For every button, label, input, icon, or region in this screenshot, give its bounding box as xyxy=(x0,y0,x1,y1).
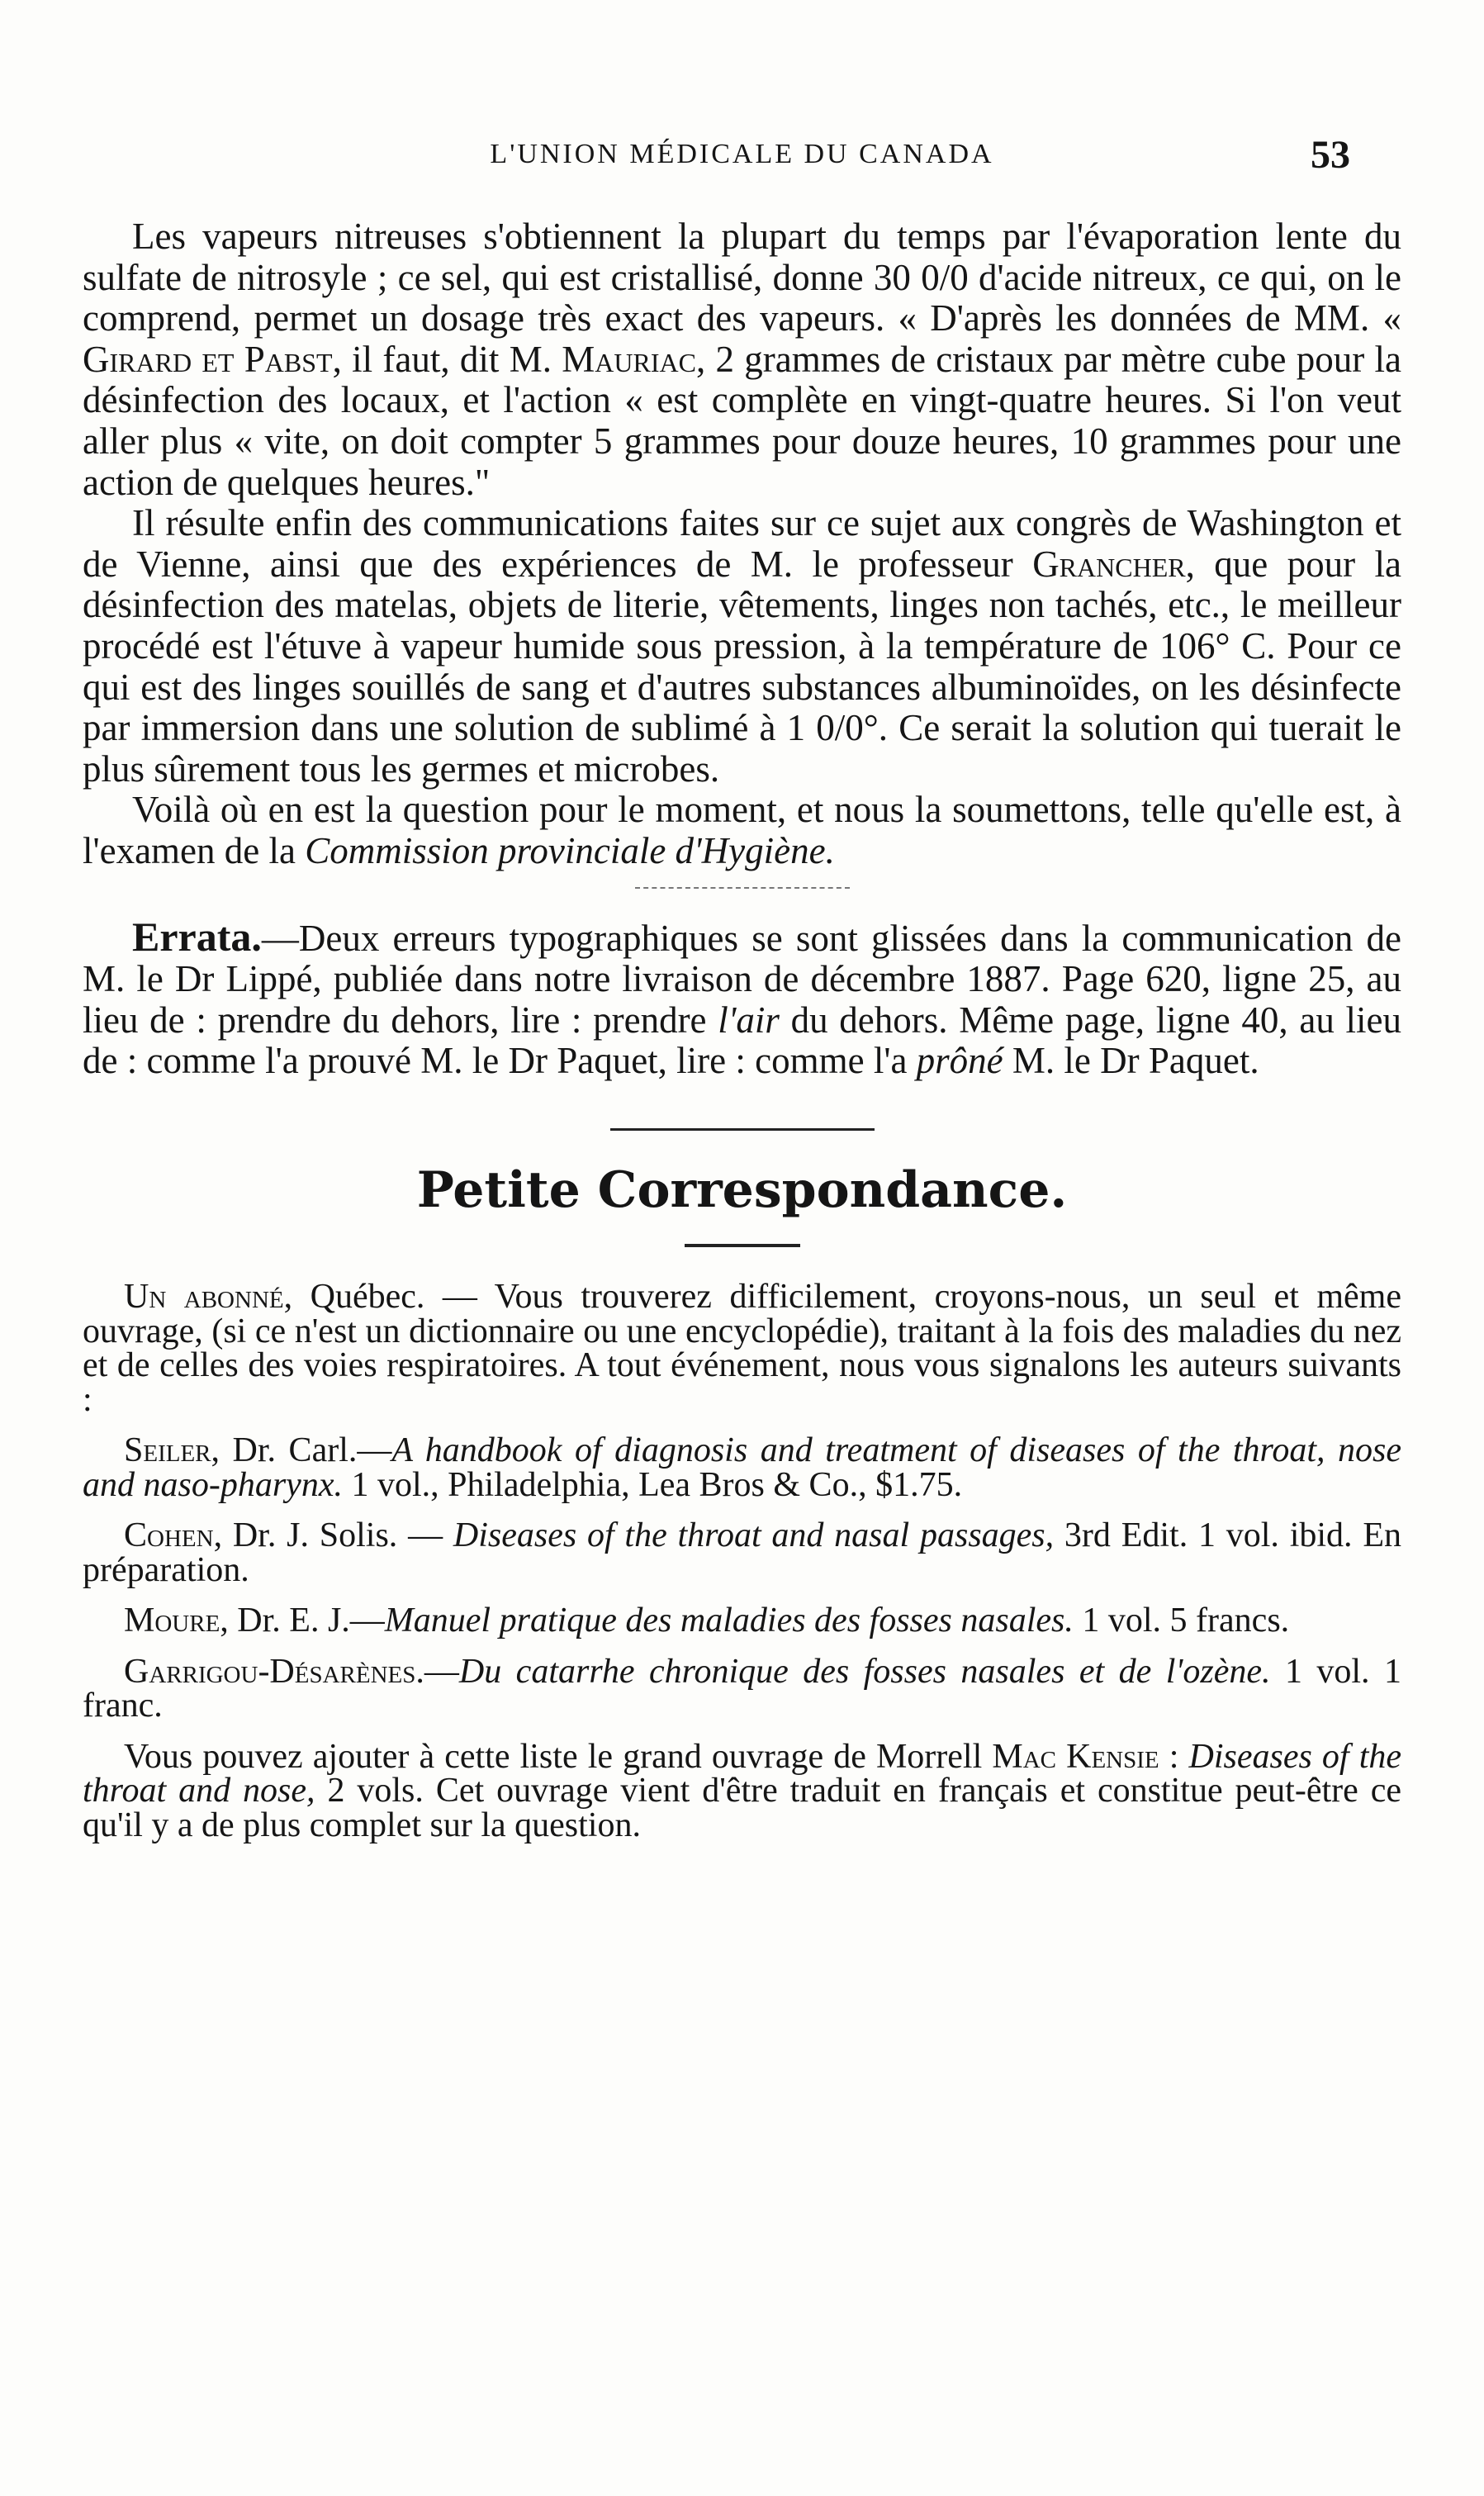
bibliography-entry xyxy=(83,1604,1401,1639)
text-run: , Dr. Carl.— xyxy=(211,1431,392,1470)
text-run: Il résulte enfin des communications faites sur ce sujet aux congrès de Washington et de Vienne, ainsi que des expériences de M. le professeur xyxy=(83,502,1401,585)
text-run: , il faut, dit M. xyxy=(332,338,562,380)
text-run: 1 vol. 5 francs. xyxy=(1073,1602,1290,1640)
correspondance-intro xyxy=(83,1280,1401,1417)
italic-word: l'air xyxy=(718,999,780,1041)
book-title: A handbook of diagnosis and treatment of diseases of the throat, nose and naso-pharynx. xyxy=(83,1431,1401,1504)
text-run: M. le Dr Paquet. xyxy=(1003,1040,1259,1082)
text-run: 1 vol. 1 franc. xyxy=(83,1652,1402,1725)
italic-word: prôné xyxy=(916,1040,1003,1082)
errata-heading: Errata. xyxy=(132,913,262,960)
bibliography-entry xyxy=(83,1431,1401,1504)
text-run: , que pour la désinfection des matelas, objets de literie, vêtements, linges non tachés, etc., le meilleur procédé est l'étuve à vapeur humide sous pression, à la température de 106° C. Pour ce qui est des linges souillés de sang et d'autres substances albuminoïdes, on les désinfecte par immersion dans une solution de sublimé à 1 0/0°. Ce serait la solution qui tuerait le plus sûrement tous les germes et microbes. xyxy=(83,543,1402,790)
bibliography-entry xyxy=(83,1652,1402,1725)
author-name: Moure xyxy=(124,1602,220,1640)
article-body xyxy=(83,216,1401,1859)
paragraph-conclusion xyxy=(83,503,1401,790)
separator-rule xyxy=(635,887,850,889)
text-run: —Deux erreurs typographiques se sont glissées dans la communication de M. le Dr Lippé, publiée dans notre livraison de décembre 1887. Page 620, ligne 25, au lieu de : prendre du dehors, lire : prendre xyxy=(83,917,1401,1041)
author-name: Grancher xyxy=(1032,543,1186,585)
text-run: , 2 grammes de cristaux par mètre cube pour la désinfection des locaux, et l'action « est complète en vingt-quatre heures. Si l'on veut aller plus « vite, on doit compter 5 grammes pour douze heures, 10 grammes pour une action de quelques heures." xyxy=(83,338,1401,503)
text-run: du dehors. Même page, ligne 40, au lieu de : comme l'a prouvé M. le Dr Paquet, lire : comme l'a xyxy=(83,999,1401,1082)
correspondance-closing xyxy=(83,1737,1402,1844)
page-header xyxy=(0,133,1484,188)
author-name: Girard et Pabst xyxy=(83,338,333,380)
correspondance-block xyxy=(83,1280,1401,1843)
book-title: Manuel pratique des maladies des fosses nasales. xyxy=(384,1602,1074,1640)
text-run: : xyxy=(1159,1737,1189,1776)
text-run: Vous pouvez ajouter à cette liste le grand ouvrage de Morrell xyxy=(124,1737,993,1776)
text-run: Voilà où en est la question pour le moment, et nous la soumettons, telle qu'elle est, à l'examen de la xyxy=(83,789,1401,871)
book-title: Diseases of the throat and nasal passages, xyxy=(453,1516,1055,1555)
text-run: Les vapeurs nitreuses s'obtiennent la plupart du temps par l'évaporation lente du sulfate de nitrosyle ; ce sel, qui est cristallisé, donne 30 0/0 d'acide nitreux, ce qui, on le comprend, permet un dosage très exact des vapeurs. « D'après les données de MM. « xyxy=(83,216,1401,339)
author-name: Mac Kensie xyxy=(992,1737,1159,1776)
paragraph-vapeurs xyxy=(83,216,1401,503)
page-number: 53 xyxy=(1311,133,1350,177)
author-name: Seiler xyxy=(124,1431,211,1470)
text-run: , Dr. E. J.— xyxy=(220,1602,385,1640)
section-title: Petite Correspondance. xyxy=(416,1160,1068,1219)
text-run: .— xyxy=(415,1652,459,1691)
author-name: Garrigou-Désarènes xyxy=(124,1652,416,1691)
text-run: 2 vols. Cet ouvrage vient d'être traduit en français et constitue peut-être ce qu'il y a de plus complet sur la question. xyxy=(83,1772,1401,1844)
addressee: Un abonné xyxy=(124,1278,284,1317)
author-name: Mauriac xyxy=(562,338,696,380)
errata-paragraph xyxy=(83,913,1401,1082)
book-title: Du catarrhe chronique des fosses nasales et de l'ozène. xyxy=(458,1652,1271,1691)
author-name: Cohen xyxy=(124,1516,214,1555)
section-rule xyxy=(610,1128,875,1131)
text-run: , Québec. — Vous trouverez difficilement, croyons-nous, un seul et même ouvrage, (si ce n'est un dictionnaire ou une encyclopédie), traitant à la fois des maladies du nez et de celles des voies respiratoires. A tout événement, nous vous signalons les auteurs suivants : xyxy=(83,1278,1401,1419)
text-run: 3rd Edit. 1 vol. ibid. En préparation. xyxy=(83,1516,1401,1589)
commission-name: Commission provinciale d'Hygiène. xyxy=(305,829,835,871)
bibliography-entry xyxy=(83,1516,1401,1589)
title-underline xyxy=(685,1244,800,1247)
text-run: , Dr. J. Solis. — xyxy=(213,1516,453,1555)
running-title: L'UNION MÉDICALE DU CANADA xyxy=(490,139,994,169)
text-run: 1 vol., Philadelphia, Lea Bros & Co., $1.75. xyxy=(342,1465,963,1504)
paragraph-question xyxy=(83,790,1401,871)
book-title: Diseases of the throat and nose, xyxy=(83,1737,1402,1810)
